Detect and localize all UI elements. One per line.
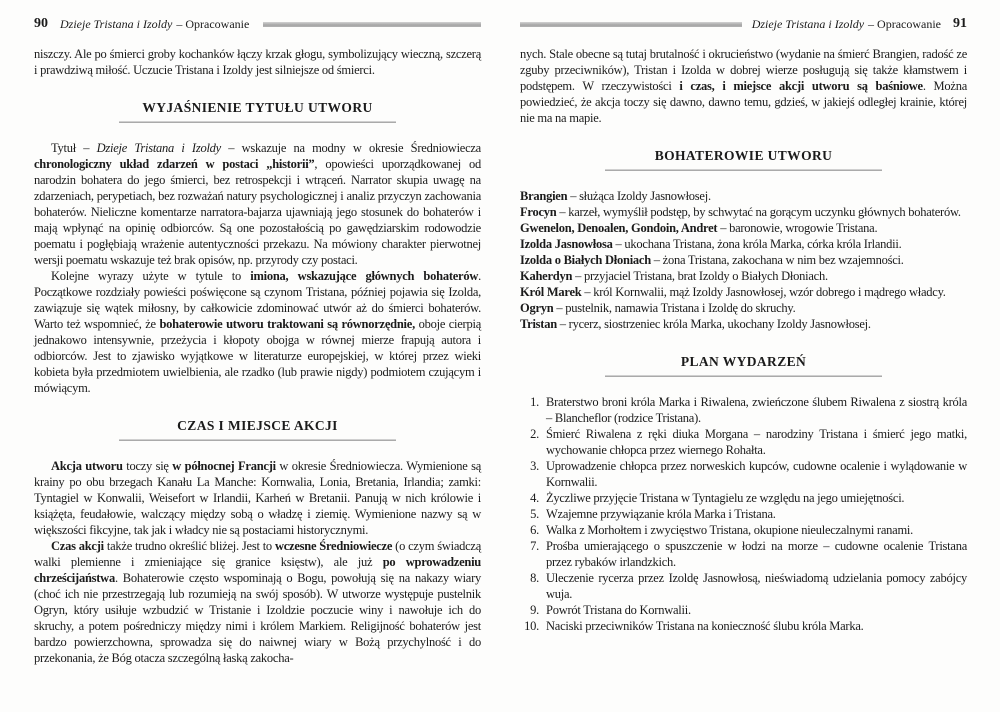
event-text: Braterstwo broni króla Marka i Riwalena, zwieńczone ślubem Riwalena z siostrą króla – Blancheflor (rodzice Tristana). <box>546 395 967 425</box>
character-desc: – przyjaciel Tristana, brat Izoldy o Białych Dłoniach. <box>572 269 828 283</box>
character-name: Izolda Jasnowłosa <box>520 237 613 251</box>
event-text: Śmierć Riwalena z ręki diuka Morgana – narodziny Tristana i śmierć jego matki, wychowanie chłopca przez wiernego Rohałta. <box>546 427 967 457</box>
event-item <box>520 570 967 602</box>
event-number: 9. <box>530 603 539 617</box>
character-entry <box>520 236 967 252</box>
running-title: Dzieje Tristana i Izoldy <box>751 16 865 31</box>
body-paragraph: Kolejne wyrazy użyte w tytule to imiona, wskazujące głównych bohaterów. Początkowe rozdziały powieści poświęcone są czynom Tristana, później pojawia się Izolda, zawiązuje się wątek miłosny, by całkowicie zdominować utwór aż do śmierci bohaterów. Warto też wspomnieć, że bohaterowie utworu traktowani są równorzędnie, oboje cierpią jednakowo intensywnie, przeżycia i kłopoty obojga w równej mierze frapują autora i odbiorców. Jest to zjawisko wyjątkowe w literaturze europejskiej, w której przez wieki kobieta była przedmiotem uwielbienia, ale rzadko (lub prawie nigdy) podmiotem czującym i mówiącym. <box>34 269 481 395</box>
character-list <box>520 188 967 332</box>
character-entry <box>520 268 967 284</box>
section-heading-characters: BOHATEROWIE UTWORU <box>654 148 833 163</box>
heading-rule <box>119 121 396 123</box>
character-name: Tristan <box>520 317 557 331</box>
event-item <box>520 426 967 458</box>
character-desc: – baronowie, wrogowie Tristana. <box>717 221 878 235</box>
event-text: Prośba umierającego o spuszczenie w łodzi na morze – cudowne ocalenie Tristana przez rybaków irlandzkich. <box>546 539 967 569</box>
character-entry <box>520 252 967 268</box>
body-paragraph: Akcja utworu toczy się w północnej Francji w okresie Średniowiecza. Wymienione są krainy po obu brzegach Kanału La Manche: Kornwalia, Lonia, Bretania, Irlandia; zamki: Tyntagiel w Konwalii, Weisefort w Irlandii, Karheń w Bretanii. Panują w nich królowie i książęta, feudałowie, walczący między sobą o władzę i ziemię. Wymienione nazwy są w większości fikcyjne, tak jak i władcy nie są postaciami historycznymi. <box>34 459 481 537</box>
event-text: Powrót Tristana do Kornwalii. <box>546 603 691 617</box>
character-entry <box>520 188 967 204</box>
character-desc: – pustelnik, namawia Tristana i Izoldę do skruchy. <box>553 301 796 315</box>
event-number: 7. <box>530 539 539 553</box>
event-text: Wzajemne przywiązanie króla Marka i Tristana. <box>546 507 776 521</box>
section-heading-event-plan: PLAN WYDARZEŃ <box>680 354 807 369</box>
character-name: Ogryn <box>520 301 554 315</box>
character-entry <box>520 316 967 332</box>
event-item <box>520 618 967 634</box>
character-name: Brangien <box>520 189 568 203</box>
event-number: 10. <box>524 619 539 633</box>
character-desc: – król Kornwalii, mąż Izoldy Jasnowłosej, wzór dobrego i mądrego władcy. <box>581 285 946 299</box>
body-paragraph: Tytuł – Dzieje Tristana i Izoldy – wskazuje na modny w okresie Średniowiecza chronologiczny układ zdarzeń w postaci „historii”, opowieści uporządkowanej od narodzin bohatera do jego śmierci, bez retrospekcji i wtrąceń. Narrator skupia uwagę na zdarzeniach, perypetiach, bez rozważań natury psychologicznej i analiz przyczyn zachowania bohaterów. Nieliczne komentarze narratora-bajarza ujawniają jego stosunek do bohaterów i mają wpłynąć na opinię odbiorców. Są one pozostałością po gawędziarskim rodowodzie poematu i pogłębiają wrażenie autentyczności przekazu. Na mówiony charakter pierwotnej wersji poematu wskazuje też brak opisów, np. przyrody czy postaci. <box>34 141 481 267</box>
header-bar <box>520 22 742 27</box>
running-header-right <box>520 16 967 32</box>
event-number: 3. <box>530 459 539 473</box>
page-90 <box>34 0 481 712</box>
character-name: Kaherdyn <box>520 269 573 283</box>
section-heading-time-place: CZAS I MIEJSCE AKCJI <box>177 418 338 433</box>
page-number: 90 <box>34 16 48 31</box>
character-entry <box>520 220 967 236</box>
character-name: Izolda o Białych Dłoniach <box>520 253 651 267</box>
character-desc: – ukochana Tristana, żona króla Marka, córka króla Irlandii. <box>612 237 902 251</box>
character-desc: – rycerz, siostrzeniec króla Marka, ukochany Izoldy Jasnowłosej. <box>556 317 871 331</box>
continuation-paragraph: niszczy. Ale po śmierci groby kochanków łączy krzak głogu, symbolizujący wieczną, szczerą i prawdziwą miłość. Uczucie Tristana i Izoldy jest silniejsze od śmierci. <box>34 47 481 77</box>
running-title-suffix: – Opracowanie <box>868 16 941 31</box>
heading-rule <box>605 375 882 377</box>
heading-rule <box>605 169 882 171</box>
event-item <box>520 522 967 538</box>
header-bar <box>263 22 481 27</box>
character-name: Gwenelon, Denoalen, Gondoin, Andret <box>520 221 718 235</box>
continuation-paragraph: nych. Stale obecne są tutaj brutalność i okrucieństwo (wydanie na śmierć Brangien, radość ze zguby przeciwników), Tristan i Izolda w dobrej wierze posługują się także kłamstwem i podstępem. W rzeczywistości i czas, i miejsce akcji utworu są baśniowe. Można powiedzieć, że akcja toczy się dawno, dawno temu, gdzieś, w jakiejś odległej krainie, której nie ma na mapie. <box>520 47 968 125</box>
character-desc: – służąca Izoldy Jasnowłosej. <box>567 189 711 203</box>
event-number: 5. <box>530 507 539 521</box>
running-header-left <box>34 16 481 32</box>
event-text: Naciski przeciwników Tristana na konieczność ślubu króla Marka. <box>546 619 864 633</box>
event-number: 1. <box>530 395 539 409</box>
event-number: 4. <box>530 491 539 505</box>
character-desc: – karzeł, wymyślił podstęp, by schwytać na gorącym uczynku głównych bohaterów. <box>556 205 961 219</box>
event-number: 6. <box>530 523 539 537</box>
page-number: 91 <box>953 16 967 31</box>
character-name: Frocyn <box>520 205 557 219</box>
heading-rule <box>119 439 396 441</box>
section-heading-title-explanation: WYJAŚNIENIE TYTUŁU UTWORU <box>142 100 373 115</box>
event-item <box>520 602 967 618</box>
event-number: 8. <box>530 571 539 585</box>
event-text: Walka z Morhołtem i zwycięstwo Tristana, okupione nieuleczalnymi ranami. <box>546 523 914 537</box>
running-title-suffix: – Opracowanie <box>176 16 250 31</box>
body-paragraph: Czas akcji także trudno określić bliżej. Jest to wczesne Średniowiecze (o czym świadczą walki plemienne i zmieniające się granice księstw), ale już po wprowadzeniu chrześcijaństwa. Bohaterowie często wspominają o Bogu, powołują się na nakazy wiary (choć ich nie przestrzegają lub rozumieją na swój sposób). W utworze występuje pustelnik Ogryn, który usiłuje wzbudzić w Tristanie i Izoldzie poczucie winy i nawołuje ich do skruchy, a potem pośredniczy między nimi i królem Markiem. Religijność bohaterów jest bardzo powierzchowna, sprowadza się do naiwnej wiary w Bożą przychylność i do przekonania, że Bóg otacza szczególną łaską zakocha- <box>34 539 482 665</box>
event-item <box>520 394 967 426</box>
event-number: 2. <box>530 427 539 441</box>
events-list <box>520 394 967 634</box>
event-text: Uprowadzenie chłopca przez norweskich kupców, cudowne ocalenie i wylądowanie w Kornwalii. <box>546 459 967 489</box>
character-name: Król Marek <box>520 285 582 299</box>
event-text: Życzliwe przyjęcie Tristana w Tyntagielu ze względu na jego umiejętności. <box>546 491 905 505</box>
character-entry <box>520 204 967 220</box>
character-desc: – żona Tristana, zakochana w nim bez wzajemności. <box>650 253 904 267</box>
running-title: Dzieje Tristana i Izoldy <box>60 16 173 31</box>
character-entry <box>520 300 967 316</box>
event-item <box>520 458 967 490</box>
event-item <box>520 538 967 570</box>
event-text: Uleczenie rycerza przez Izoldę Jasnowłosą, nieświadomą udzielania pomocy zabójcy wuja. <box>546 571 967 601</box>
page-91 <box>520 0 967 712</box>
event-item <box>520 506 967 522</box>
event-item <box>520 490 967 506</box>
character-entry <box>520 284 967 300</box>
